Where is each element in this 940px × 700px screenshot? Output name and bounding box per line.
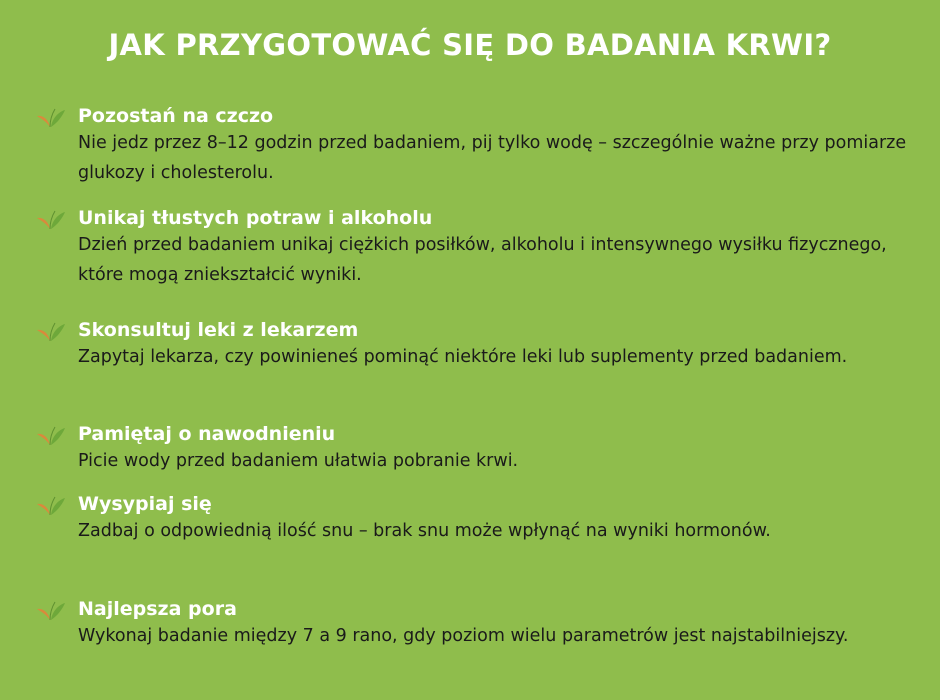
tip-body: Nie jedz przez 8–12 godzin przed badaniem, pij tylko wodę – szczególnie ważne przy pomiarze glukozy i cholesterolu. [78, 133, 907, 183]
tip-body: Zapytaj lekarza, czy powinieneś pominąć niektóre leki lub suplementy przed badaniem. [78, 347, 848, 367]
tip-item [36, 104, 916, 188]
tip-heading: Pozostań na czczo [78, 105, 274, 127]
tip-heading: Wysypiaj się [78, 493, 212, 515]
tip-item [36, 597, 916, 651]
tip-heading: Unikaj tłustych potraw i alkoholu [78, 207, 433, 229]
tip-body: Picie wody przed badaniem ułatwia pobranie krwi. [78, 451, 519, 471]
leaf-sprout-icon [36, 320, 66, 342]
tip-heading: Pamiętaj o nawodnieniu [78, 423, 336, 445]
leaf-sprout-icon [36, 424, 66, 446]
leaf-sprout-icon [36, 599, 66, 621]
tip-item [36, 492, 916, 546]
tip-body: Dzień przed badaniem unikaj ciężkich posiłków, alkoholu i intensywnego wysiłku fizycznego, które mogą zniekształcić wyniki. [78, 235, 887, 285]
tip-item [36, 318, 916, 372]
tip-heading: Najlepsza pora [78, 598, 237, 620]
page-title: JAK PRZYGOTOWAĆ SIĘ DO BADANIA KRWI? [108, 28, 832, 62]
tip-body: Zadbaj o odpowiednią ilość snu – brak snu może wpłynąć na wyniki hormonów. [78, 521, 771, 541]
tip-heading: Skonsultuj leki z lekarzem [78, 319, 359, 341]
tip-item [36, 206, 916, 290]
leaf-sprout-icon [36, 106, 66, 128]
tip-item [36, 422, 916, 476]
tip-body: Wykonaj badanie między 7 a 9 rano, gdy poziom wielu parametrów jest najstabilniejszy. [78, 626, 849, 646]
leaf-sprout-icon [36, 494, 66, 516]
leaf-sprout-icon [36, 208, 66, 230]
